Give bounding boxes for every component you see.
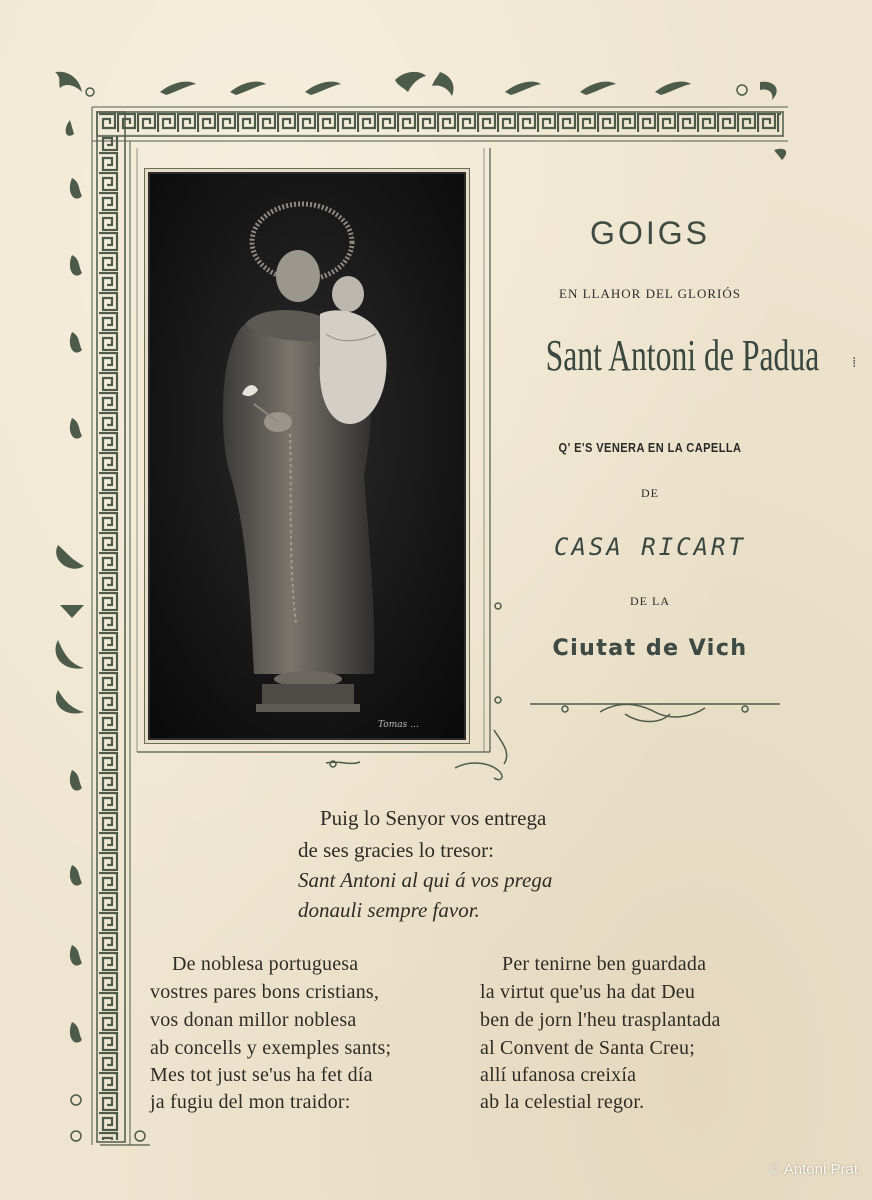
refrain-line: donauli sempre favor.: [298, 898, 480, 922]
title-ciutat: Ciutat de Vich: [552, 636, 748, 661]
stanza-left-line: De noblesa portuguesa: [172, 953, 359, 975]
greek-key-left-band: [92, 107, 130, 1145]
greek-key-top-band: [92, 107, 788, 141]
subtitle-llahor: EN LLAHOR DEL GLORIÓS: [559, 286, 741, 301]
stanza-left-line: ab concells y exemples sants;: [150, 1037, 392, 1059]
photo-signature: Tomas ...: [378, 720, 419, 730]
title-goigs: GOIGS: [590, 215, 710, 251]
title-divider: [530, 704, 780, 722]
saint-photograph: [148, 172, 466, 740]
subtitle-venera: Q' E'S VENERA EN LA CAPELLA: [558, 440, 742, 455]
stanza-right-line: ab la celestial regor.: [480, 1091, 645, 1113]
title-saint-name: Sant Antoni de Padua: [545, 331, 820, 380]
stanza-left-line: vos donan millor noblesa: [150, 1009, 357, 1031]
refrain-line: Puig lo Senyor vos entrega: [320, 806, 547, 830]
stanza-right-line: ben de jorn l'heu trasplantada: [480, 1009, 721, 1031]
subtitle-de: DE: [641, 486, 659, 500]
stanza-left-line: Mes tot just se'us ha fet día: [150, 1064, 373, 1086]
stanza-left-line: ja fugiu del mon traidor:: [150, 1091, 351, 1113]
copyright-watermark: © Antoni Prat: [769, 1161, 858, 1178]
stanza-left-line: vostres pares bons cristians,: [150, 981, 380, 1003]
stanza-right-line: la virtut que'us ha dat Deu: [480, 981, 696, 1003]
title-casa-ricart: CASA RICART: [554, 533, 746, 561]
refrain-line: Sant Antoni al qui á vos prega: [298, 868, 553, 892]
refrain-line: de ses gracies lo tresor:: [298, 838, 494, 862]
stanza-right-line: Per tenirne ben guardada: [502, 953, 707, 975]
stanza-right-line: al Convent de Santa Creu;: [480, 1037, 695, 1059]
margin-mark: ⁞: [852, 355, 857, 371]
subtitle-de-la: DE LA: [630, 594, 670, 608]
stanza-right-line: allí ufanosa creixía: [480, 1064, 637, 1086]
